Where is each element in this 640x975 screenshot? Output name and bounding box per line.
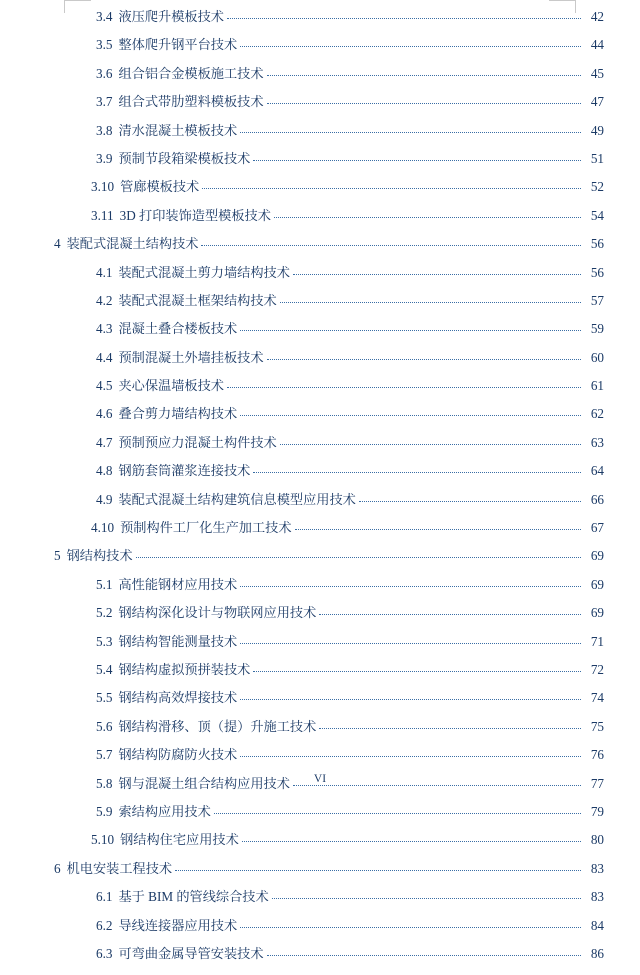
toc-leader-dots [242,833,581,842]
toc-entry-page-number: 86 [590,945,604,961]
toc-leader-dots [272,890,581,899]
toc-entry-page-number: 42 [590,9,604,24]
toc-entry[interactable] [36,95,604,123]
toc-entry-title: 预制节段箱梁模板技术 [118,150,251,166]
toc-entry-number: 4.1 [96,264,113,280]
toc-entry-title: 钢结构滑移、顶（提）升施工技术 [118,718,317,734]
toc-entry[interactable] [36,720,604,748]
toc-entry-number: 4.5 [96,378,113,394]
toc-entry-page-number: 66 [590,491,604,507]
toc-entry-page-number: 67 [590,520,604,536]
table-of-contents [36,10,604,975]
toc-entry-title: 可弯曲金属导管安装技术 [118,945,264,961]
toc-entry-number: 4.10 [91,520,115,536]
toc-entry-number: 4 [54,236,61,252]
toc-entry[interactable] [36,663,604,691]
toc-leader-dots [175,862,581,871]
toc-entry-title: 钢结构虚拟预拼装技术 [118,661,251,677]
toc-leader-dots [136,550,581,559]
toc-entry-title: 钢与混凝土组合结构应用技术 [118,775,290,791]
toc-entry-page-number: 59 [590,321,604,337]
toc-entry-number: 5.2 [96,605,113,621]
toc-entry-number: 3.11 [91,207,114,223]
toc-entry-title: 基于 BIM 的管线综合技术 [118,889,269,905]
toc-entry-title: 预制构件工厂化生产加工技术 [120,520,292,536]
toc-leader-dots [253,663,581,672]
toc-leader-dots [267,351,581,360]
toc-leader-dots [267,95,581,104]
toc-entry-page-number: 44 [590,37,604,53]
toc-leader-dots [267,67,581,76]
toc-entry-number: 6.1 [96,889,113,905]
toc-leader-dots [240,322,581,331]
toc-entry-page-number: 49 [590,122,604,138]
toc-entry-number: 4.9 [96,491,113,507]
toc-entry-page-number: 69 [590,548,604,564]
toc-entry-title: 钢结构高效焊接技术 [118,690,238,706]
toc-entry-title: 叠合剪力墙结构技术 [118,406,238,422]
toc-entry-title: 预制预应力混凝土构件技术 [118,434,277,450]
toc-entry-title: 装配式混凝土结构建筑信息模型应用技术 [118,491,356,507]
toc-entry[interactable] [36,209,604,237]
toc-entry-title: 预制混凝土外墙挂板技术 [118,349,264,365]
toc-leader-dots [267,947,581,956]
toc-leader-dots [280,294,581,303]
toc-leader-dots [253,464,581,473]
toc-entry-page-number: 75 [590,718,604,734]
toc-entry-number: 4.7 [96,434,113,450]
toc-leader-dots [240,578,581,587]
toc-entry-number: 5.10 [91,832,115,848]
toc-entry[interactable] [36,833,604,861]
toc-entry[interactable] [36,890,604,918]
toc-entry[interactable] [36,521,604,549]
toc-entry-page-number: 62 [590,406,604,422]
toc-entry-title: 装配式混凝土剪力墙结构技术 [118,264,290,280]
toc-entry-title: 钢结构技术 [66,548,133,564]
toc-entry-page-number: 61 [590,378,604,394]
toc-entry-number: 5.5 [96,690,113,706]
toc-leader-dots [214,805,581,814]
toc-entry-title: 整体爬升钢平台技术 [118,37,238,53]
toc-entry-title: 清水混凝土模板技术 [118,122,238,138]
toc-entry-number: 4.4 [96,349,113,365]
toc-entry[interactable] [36,266,604,294]
toc-leader-dots [359,493,581,502]
toc-entry-number: 3.9 [96,150,113,166]
toc-entry-title: 混凝土叠合楼板技术 [118,321,238,337]
toc-leader-dots [240,408,581,417]
toc-leader-dots [274,209,581,218]
toc-entry-number: 6 [54,860,61,876]
toc-entry-page-number: 63 [590,434,604,450]
toc-entry[interactable] [36,152,604,180]
toc-leader-dots [227,379,581,388]
toc-entry-title: 导线连接器应用技术 [118,917,238,933]
toc-entry[interactable] [36,947,604,975]
toc-leader-dots [202,180,581,189]
toc-leader-dots [295,521,581,530]
toc-entry[interactable] [36,38,604,66]
page-folio: VI [313,773,327,785]
toc-entry[interactable] [36,635,604,663]
toc-entry-page-number: 80 [590,832,604,848]
toc-entry-title: 组合式带肋塑料模板技术 [118,94,264,110]
toc-entry-number: 5.9 [96,803,113,819]
toc-leader-dots [240,124,581,133]
toc-entry-page-number: 60 [590,349,604,365]
toc-entry-page-number: 45 [590,65,604,81]
toc-entry[interactable] [36,606,604,634]
toc-entry-page-number: 84 [590,917,604,933]
toc-entry-number: 5.4 [96,661,113,677]
toc-entry-number: 6.3 [96,945,113,961]
toc-entry-page-number: 74 [590,690,604,706]
toc-entry-title: 管廊模板技术 [120,179,200,195]
toc-leader-dots [240,635,581,644]
toc-entry[interactable] [36,322,604,350]
toc-entry-title: 夹心保温墙板技术 [118,378,224,394]
toc-entry-page-number: 69 [590,576,604,592]
toc-entry-number: 6.2 [96,917,113,933]
toc-entry-page-number: 76 [590,747,604,763]
toc-entry-title: 液压爬升模板技术 [118,9,224,24]
toc-entry-number: 4.3 [96,321,113,337]
toc-entry[interactable] [36,237,604,265]
toc-entry-page-number: 83 [590,889,604,905]
toc-leader-dots [240,748,581,757]
toc-entry-page-number: 51 [590,150,604,166]
toc-entry-number: 3.5 [96,37,113,53]
toc-entry-number: 5.1 [96,576,113,592]
toc-entry-title: 钢筋套筒灌浆连接技术 [118,463,251,479]
toc-entry-page-number: 69 [590,605,604,621]
toc-entry[interactable] [36,379,604,407]
toc-entry[interactable] [36,180,604,208]
toc-entry-number: 4.8 [96,463,113,479]
toc-entry-page-number: 56 [590,264,604,280]
toc-entry[interactable] [36,351,604,379]
toc-entry-page-number: 71 [590,633,604,649]
toc-entry-number: 4.2 [96,292,113,308]
toc-entry-page-number: 79 [590,803,604,819]
toc-leader-dots [319,720,581,729]
toc-entry-number: 3.8 [96,122,113,138]
toc-entry-title: 3D 打印装饰造型模板技术 [119,207,271,223]
toc-entry-title: 机电安装工程技术 [66,860,173,876]
toc-entry-number: 5.8 [96,775,113,791]
toc-entry[interactable] [36,10,604,38]
toc-leader-dots [280,436,581,445]
toc-entry[interactable] [36,549,604,577]
toc-entry-number: 5.3 [96,633,113,649]
toc-entry-page-number: 77 [590,775,604,791]
toc-entry[interactable] [36,805,604,833]
toc-entry[interactable] [36,294,604,322]
toc-leader-dots [240,691,581,700]
toc-entry-page-number: 83 [590,860,604,876]
toc-entry[interactable] [36,919,604,947]
toc-entry-number: 3.6 [96,65,113,81]
toc-entry[interactable] [36,691,604,719]
toc-leader-dots [240,38,581,47]
toc-entry-number: 3.4 [96,9,113,24]
toc-entry-title: 钢结构防腐防火技术 [118,747,238,763]
toc-entry-title: 装配式混凝土结构技术 [66,236,199,252]
toc-entry-title: 索结构应用技术 [118,803,211,819]
toc-entry[interactable] [36,493,604,521]
toc-entry-title: 装配式混凝土框架结构技术 [118,292,277,308]
toc-leader-dots [227,10,581,19]
toc-entry-page-number: 56 [590,236,604,252]
toc-entry-page-number: 54 [590,207,604,223]
page-corner-mark-left [64,0,91,13]
toc-entry-number: 3.7 [96,94,113,110]
toc-entry-page-number: 52 [590,179,604,195]
toc-entry[interactable] [36,407,604,435]
toc-entry-title: 钢结构住宅应用技术 [120,832,239,848]
toc-entry-title: 高性能钢材应用技术 [118,576,238,592]
toc-entry-title: 钢结构智能测量技术 [118,633,238,649]
toc-entry[interactable] [36,862,604,890]
toc-entry-title: 钢结构深化设计与物联网应用技术 [118,605,317,621]
toc-entry-number: 3.10 [91,179,115,195]
toc-leader-dots [240,919,581,928]
toc-entry[interactable] [36,67,604,95]
toc-entry-number: 5.7 [96,747,113,763]
toc-leader-dots [319,606,581,615]
toc-leader-dots [201,237,581,246]
toc-entry-title: 组合铝合金模板施工技术 [118,65,264,81]
toc-entry-page-number: 72 [590,661,604,677]
toc-leader-dots [293,266,581,275]
toc-entry-page-number: 64 [590,463,604,479]
toc-entry[interactable] [36,124,604,152]
toc-entry-number: 4.6 [96,406,113,422]
toc-entry[interactable] [36,464,604,492]
toc-entry[interactable] [36,436,604,464]
toc-entry-number: 5.6 [96,718,113,734]
toc-entry-page-number: 47 [590,94,604,110]
toc-entry[interactable] [36,578,604,606]
toc-leader-dots [253,152,581,161]
toc-entry-number: 5 [54,548,61,564]
toc-entry-page-number: 57 [590,292,604,308]
